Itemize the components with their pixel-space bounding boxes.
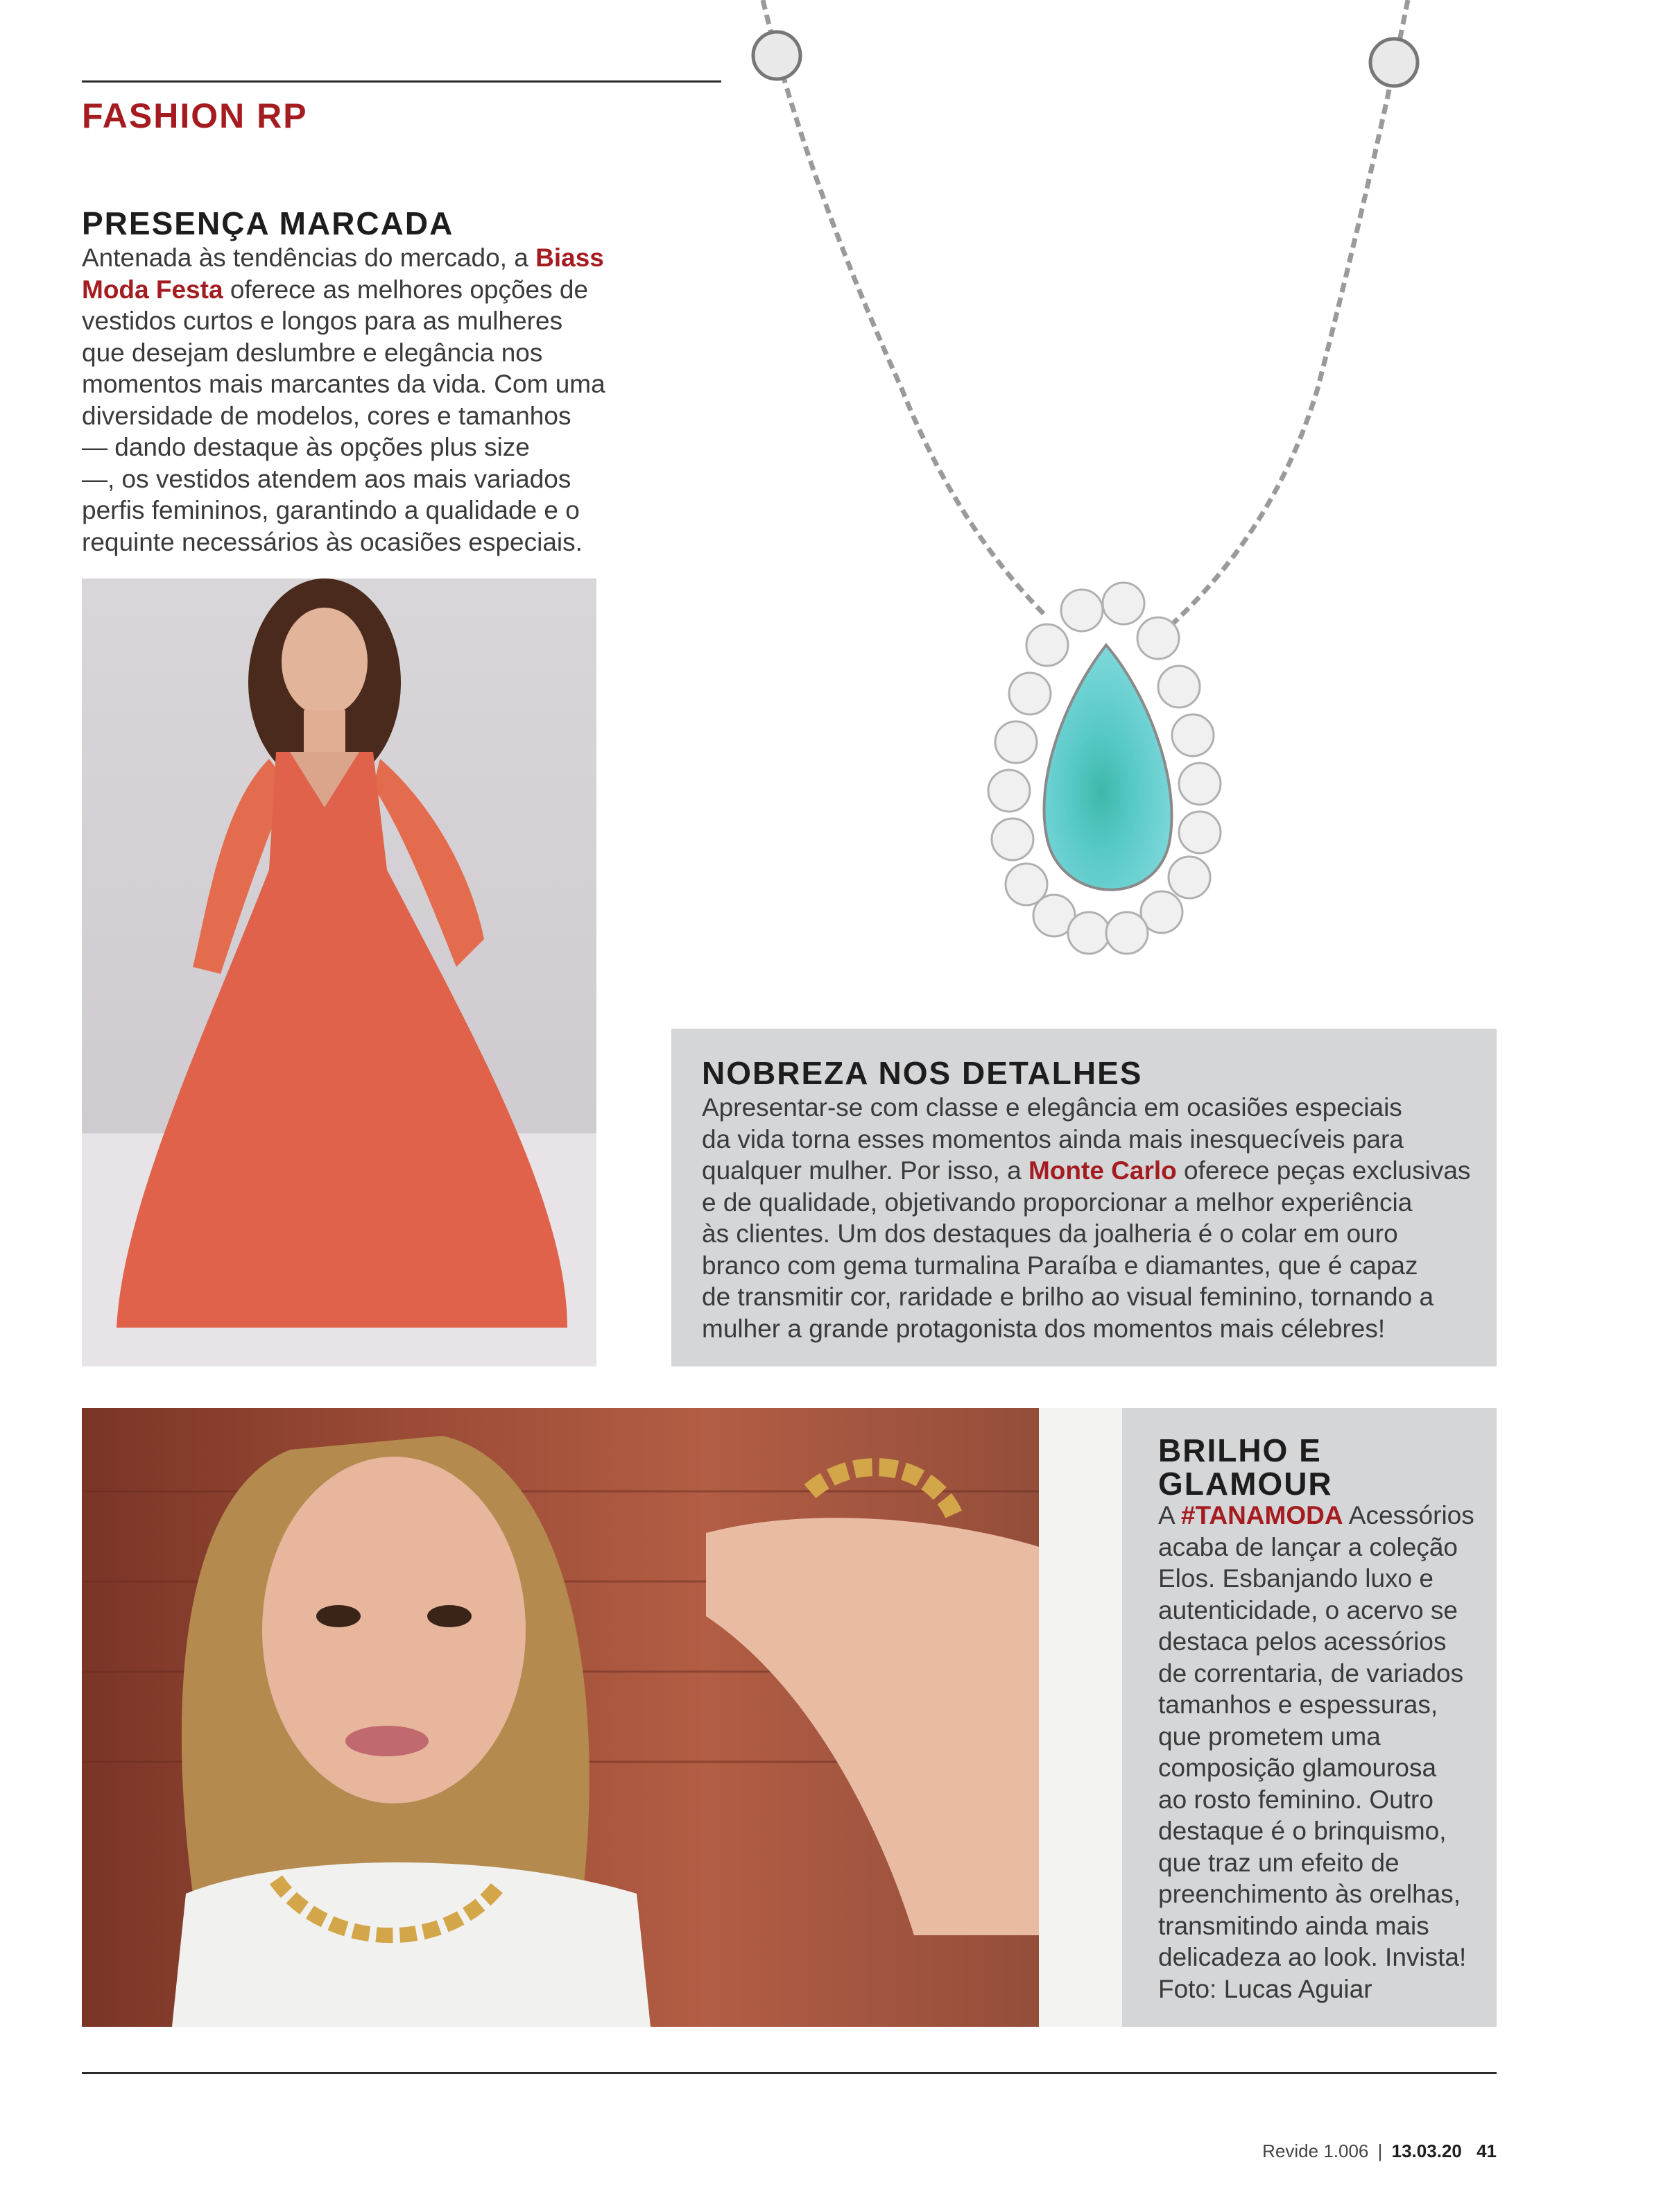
article3-line: delicadeza ao look. Invista! xyxy=(1158,1943,1467,1971)
article2-line: da vida torna esses momentos ainda mais inesquecíveis para xyxy=(702,1124,1404,1154)
article3-line: destaca pelos acessórios xyxy=(1158,1627,1447,1656)
portrait-photo xyxy=(82,1408,1122,2027)
text-span: oferece as melhores opções de xyxy=(223,275,589,304)
article2-body xyxy=(702,1092,1486,1344)
article3-title xyxy=(1158,1434,1333,1500)
article3-line: que prometem uma xyxy=(1158,1722,1381,1751)
article3-line: Foto: Lucas Aguiar xyxy=(1158,1974,1372,2003)
article1-line xyxy=(82,242,609,274)
brand-name: #TANAMODA xyxy=(1180,1501,1343,1529)
article3-line: de correntaria, de variados xyxy=(1158,1658,1464,1688)
article3-line xyxy=(1158,1500,1491,1532)
brand-name: Biass xyxy=(535,243,604,272)
article2-line xyxy=(702,1155,1486,1187)
article1-line: perfis femininos, garantindo a qualidade e o xyxy=(82,496,580,524)
article3-line: tamanhos e espessuras, xyxy=(1158,1690,1438,1719)
article2-line: às clientes. Um dos destaques da joalheria é o colar em ouro xyxy=(702,1219,1398,1248)
article1-title: PRESENÇA MARCADA xyxy=(82,205,454,241)
article2-line: Apresentar-se com classe e elegância em ocasiões especiais xyxy=(702,1093,1402,1122)
page-number: 41 xyxy=(1476,2141,1497,2161)
text-span: Acessórios xyxy=(1343,1501,1474,1529)
bottom-rule xyxy=(82,2072,1497,2074)
article2-title: NOBREZA NOS DETALHES xyxy=(702,1055,1143,1091)
article3-body xyxy=(1158,1500,1491,2005)
article3-line: Elos. Esbanjando luxo e xyxy=(1158,1564,1433,1593)
article1-body xyxy=(82,242,609,558)
article1-line: que desejam deslumbre e elegância nos xyxy=(82,338,543,367)
portrait-illustration xyxy=(82,1408,1122,2027)
article1-line: vestidos curtos e longos para as mulheres xyxy=(82,307,563,335)
article3-title-line: BRILHO E xyxy=(1158,1432,1322,1468)
article3-line: que traz um efeito de xyxy=(1158,1848,1400,1877)
text-span: A xyxy=(1158,1501,1181,1529)
dress-photo xyxy=(82,578,596,1366)
article3-line: composição glamourosa xyxy=(1158,1754,1437,1782)
article3-line: destaque é o brinquismo, xyxy=(1158,1817,1447,1845)
footer-separator: | xyxy=(1377,2141,1383,2161)
article3-line: transmitindo ainda mais xyxy=(1158,1911,1429,1940)
brand-name: Moda Festa xyxy=(82,275,223,304)
article3-title-line: GLAMOUR xyxy=(1158,1466,1333,1502)
text-span: oferece peças exclusivas xyxy=(1176,1156,1471,1185)
publication-issue: Revide 1.006 xyxy=(1262,2141,1369,2161)
article2-line: e de qualidade, objetivando proporcionar a melhor experiência xyxy=(702,1188,1413,1217)
article3-line: preenchimento às orelhas, xyxy=(1158,1880,1461,1908)
article1-line: — dando destaque às opções plus size xyxy=(82,433,530,461)
article2-line: mulher a grande protagonista dos momentos mais célebres! xyxy=(702,1314,1386,1343)
article1-line: —, os vestidos atendem aos mais variados xyxy=(82,464,571,493)
section-label: FASHION RP xyxy=(82,96,308,135)
article1-line xyxy=(82,274,609,306)
publication-date: 13.03.20 xyxy=(1391,2141,1462,2161)
text-span: Antenada às tendências do mercado, a xyxy=(82,243,536,272)
article3-line: acaba de lançar a coleção xyxy=(1158,1532,1458,1561)
page-footer xyxy=(1262,2141,1497,2162)
article3-line: autenticidade, o acervo se xyxy=(1158,1595,1458,1624)
dress-illustration xyxy=(82,578,596,1366)
article3-line: ao rosto feminino. Outro xyxy=(1158,1785,1433,1814)
necklace-illustration xyxy=(721,0,1498,1025)
article1-line: momentos mais marcantes da vida. Com uma xyxy=(82,370,605,398)
article2-line: de transmitir cor, raridade e brilho ao visual feminino, tornando a xyxy=(702,1283,1434,1311)
text-span: qualquer mulher. Por isso, a xyxy=(702,1156,1028,1185)
article2-line: branco com gema turmalina Paraíba e diamantes, que é capaz xyxy=(702,1251,1418,1280)
necklace-photo xyxy=(721,0,1498,1025)
article1-line: diversidade de modelos, cores e tamanhos xyxy=(82,401,571,430)
brand-name: Monte Carlo xyxy=(1028,1156,1177,1185)
article1-line: requinte necessários às ocasiões especiais. xyxy=(82,527,583,556)
